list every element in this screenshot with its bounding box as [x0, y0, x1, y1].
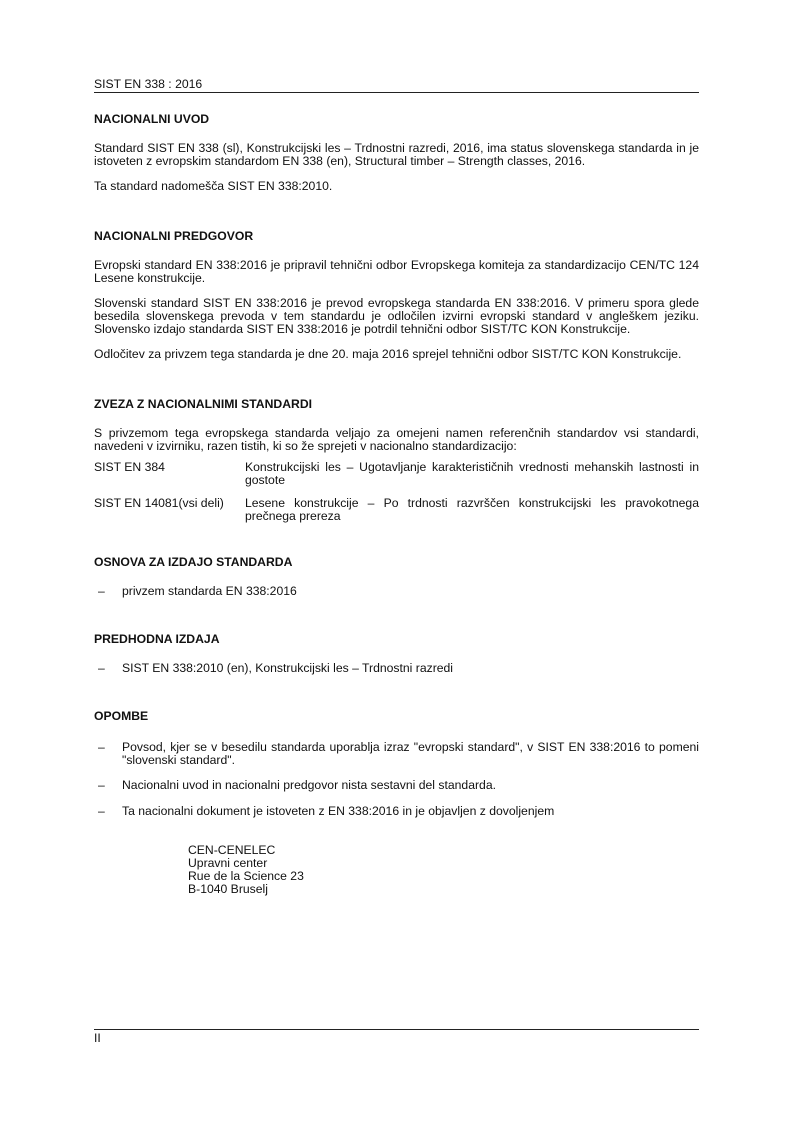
address-line: CEN-CENELEC — [188, 843, 276, 857]
paragraph: Evropski standard EN 338:2016 je pripravil tehnični odbor Evropskega komiteja za standardizacijo CEN/TC 124 Lesene konstrukcije. — [94, 258, 699, 285]
dash-list — [94, 741, 699, 818]
dash-bullet: – — [98, 778, 105, 792]
list-item — [94, 662, 699, 675]
reference-row — [94, 461, 699, 487]
reference-row — [94, 497, 699, 523]
paragraph: Ta standard nadomešča SIST EN 338:2010. — [94, 179, 333, 193]
reference-code: SIST EN 14081(vsi deli) — [94, 496, 224, 510]
section-heading: OSNOVA ZA IZDAJO STANDARDA — [94, 555, 293, 569]
page-footer — [94, 1029, 699, 1045]
dash-list — [94, 662, 699, 675]
list-item — [94, 805, 699, 818]
section-heading: NACIONALNI UVOD — [94, 112, 210, 126]
section-nacionalni-predgovor — [94, 229, 699, 361]
list-item-text: SIST EN 338:2010 (en), Konstrukcijski les – Trdnostni razredi — [122, 661, 454, 675]
dash-bullet: – — [98, 584, 105, 598]
list-item — [94, 779, 699, 792]
paragraph: S privzemom tega evropskega standarda veljajo za omejeni namen referenčnih standardov vsi standardi, navedeni v izvirniku, razen tistih, ki so že sprejeti v nacionalno standardizacijo: — [94, 426, 699, 453]
section-opombe — [94, 709, 699, 896]
reference-code: SIST EN 384 — [94, 460, 165, 474]
dash-bullet: – — [98, 740, 105, 754]
list-item — [94, 585, 699, 598]
page-number: II — [94, 1031, 101, 1045]
section-osnova — [94, 555, 699, 598]
reference-title: Lesene konstrukcije – Po trdnosti razvrščen konstrukcijski les pravokotnega prečnega prereza — [245, 496, 699, 523]
section-heading: OPOMBE — [94, 709, 149, 723]
address-line: B-1040 Bruselj — [188, 882, 268, 896]
section-nacionalni-uvod — [94, 112, 699, 193]
paragraph: Odločitev za privzem tega standarda je dne 20. maja 2016 sprejel tehnični odbor SIST/TC KON Konstrukcije. — [94, 347, 682, 361]
section-zveza — [94, 397, 699, 523]
address-block — [188, 844, 699, 896]
document-body — [94, 112, 699, 896]
list-item-text: privzem standarda EN 338:2016 — [122, 584, 297, 598]
section-heading: PREDHODNA IZDAJA — [94, 632, 220, 646]
list-item — [94, 741, 699, 767]
list-item-text: Ta nacionalni dokument je istoveten z EN 338:2016 in je objavljen z dovoljenjem — [122, 804, 555, 818]
paragraph: Standard SIST EN 338 (sl), Konstrukcijski les – Trdnostni razredi, 2016, ima status slovenskega standarda in je istoveten z evropskim standardom EN 338 (en), Structural timber – Strength classes, 2016. — [94, 141, 699, 168]
list-item-text: Povsod, kjer se v besedilu standarda uporablja izraz "evropski standard", v SIST EN 338:2016 to pomeni "slovenski standard". — [122, 740, 699, 767]
section-heading: NACIONALNI PREDGOVOR — [94, 229, 254, 243]
list-item-text: Nacionalni uvod in nacionalni predgovor nista sestavni del standarda. — [122, 778, 496, 792]
reference-title: Konstrukcijski les – Ugotavljanje karakterističnih vrednosti mehanskih lastnosti in gostote — [245, 460, 699, 487]
section-predhodna — [94, 632, 699, 675]
page-header — [94, 78, 699, 93]
dash-bullet: – — [98, 661, 105, 675]
section-heading: ZVEZA Z NACIONALNIMI STANDARDI — [94, 397, 313, 411]
document-id: SIST EN 338 : 2016 — [94, 77, 203, 91]
paragraph: Slovenski standard SIST EN 338:2016 je prevod evropskega standarda EN 338:2016. V primeru spora glede besedila slovenskega prevoda v tem standardu je odločilen izvirni evropski standard v angleškem jeziku. Slovensko izdajo standarda SIST EN 338:2016 je potrdil tehnični odbor SIST/TC KON Konstrukcije. — [94, 296, 699, 336]
dash-bullet: – — [98, 804, 105, 818]
address-line: Upravni center — [188, 856, 268, 870]
dash-list — [94, 585, 699, 598]
address-line: Rue de la Science 23 — [188, 869, 304, 883]
